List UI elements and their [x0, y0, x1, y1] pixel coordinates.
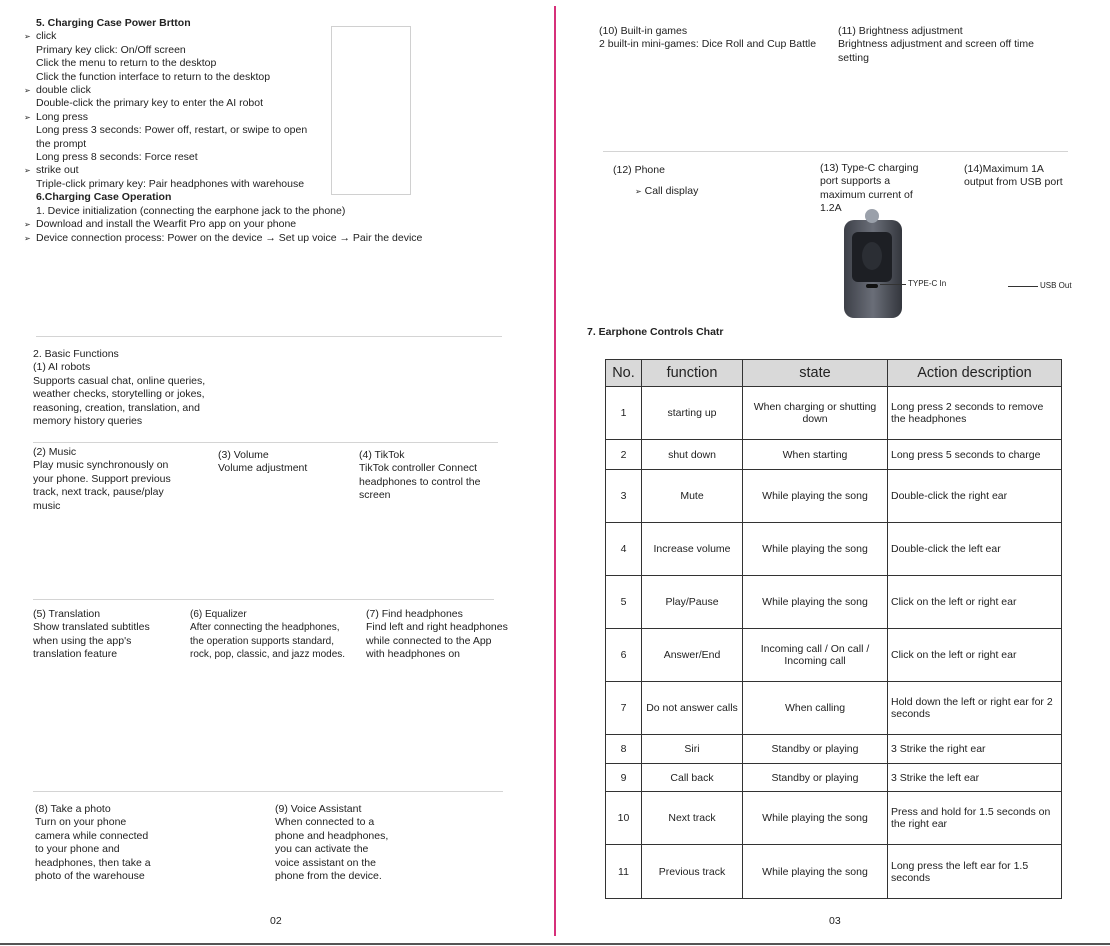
text-line: while connected to the App	[366, 634, 492, 647]
text-line: camera while connected	[35, 829, 149, 842]
translation-text	[33, 608, 150, 662]
text-line: (4) TikTok	[359, 449, 405, 461]
cell-state: Standby or playing	[743, 764, 888, 792]
page-number-right: 03	[829, 915, 841, 927]
cell-state: When charging or shutting down	[743, 387, 888, 440]
cell-no: 1	[606, 387, 642, 440]
text-line: phone and headphones,	[275, 829, 389, 842]
text-line: (8) Take a photo	[35, 803, 111, 815]
cell-action: Click on the left or right ear	[888, 576, 1062, 629]
cell-no: 11	[606, 845, 642, 899]
cell-no: 6	[606, 629, 642, 682]
cell-action: Hold down the left or right ear for 2 seconds	[888, 682, 1062, 735]
text-line: (3) Volume	[218, 449, 269, 461]
cell-function: Next track	[642, 792, 743, 845]
cell-function: Answer/End	[642, 629, 743, 682]
cell-action: 3 Strike the right ear	[888, 735, 1062, 764]
earbud	[865, 209, 879, 223]
text-line: rock, pop, classic, and jazz modes.	[190, 649, 346, 661]
cell-state: When starting	[743, 440, 888, 470]
section6-title: 6.Charging Case Operation	[36, 191, 172, 204]
text-line: (7) Find headphones	[366, 608, 463, 620]
divider	[36, 336, 502, 337]
text-line: Long press 3 seconds: Power off, restart, or swipe to open	[36, 124, 308, 137]
text-line: weather checks, storytelling or jokes,	[33, 388, 205, 401]
text-line: Volume adjustment	[218, 462, 308, 475]
text-line: headphones, then take a	[35, 856, 151, 869]
text-line: ➢ double click	[36, 84, 422, 97]
text-line: Play music synchronously on	[33, 459, 169, 472]
phone-block	[613, 163, 698, 198]
ai-robots-text	[33, 361, 205, 428]
text-line: (6) Equalizer	[190, 609, 247, 620]
text-line: (9) Voice Assistant	[275, 803, 362, 815]
take-photo-text	[35, 803, 151, 883]
usb-text	[964, 163, 1063, 190]
divider	[33, 599, 494, 600]
call-display-label: Call display	[644, 185, 699, 197]
text-line: maximum current of	[820, 188, 913, 201]
cell-no: 9	[606, 764, 642, 792]
divider	[603, 151, 1068, 152]
cell-action: Long press the left ear for 1.5 seconds	[888, 845, 1062, 899]
text-line: (1) AI robots	[33, 361, 91, 374]
usb-pointer	[1008, 286, 1038, 287]
text-line: TikTok controller Connect	[359, 462, 478, 475]
text-line: you can activate the	[275, 843, 369, 856]
text-line: ➢ Download and install the Wearfit Pro app on your phone	[36, 218, 422, 231]
earphone-controls-table	[605, 359, 1062, 899]
cell-function: Call back	[642, 764, 743, 792]
cell-function: Play/Pause	[642, 576, 743, 629]
text-line: (13) Type-C charging	[820, 162, 919, 174]
equalizer-text	[190, 608, 345, 662]
text-line: reasoning, creation, translation, and	[33, 401, 200, 414]
cell-no: 5	[606, 576, 642, 629]
table-row	[606, 735, 1062, 764]
table-row	[606, 523, 1062, 576]
text-line: your phone. Support previous	[33, 472, 171, 485]
text-line: the prompt	[36, 137, 87, 150]
section7-title: 7. Earphone Controls Chatr	[587, 326, 724, 338]
charging-case-image	[838, 206, 908, 322]
col-header-no: No.	[606, 360, 642, 387]
text-line: with headphones on	[366, 648, 460, 661]
cell-function: Increase volume	[642, 523, 743, 576]
text-line: memory history queries	[33, 415, 143, 428]
text-line: when using the app's	[33, 634, 132, 647]
cell-state: When calling	[743, 682, 888, 735]
text-line: (11) Brightness adjustment	[838, 25, 963, 37]
cell-state: While playing the song	[743, 576, 888, 629]
center-divider	[554, 6, 556, 936]
col-header-action: Action description	[888, 360, 1062, 387]
voice-assistant-text	[275, 803, 388, 883]
cell-no: 10	[606, 792, 642, 845]
cell-function: Mute	[642, 470, 743, 523]
text-line: phone from the device.	[275, 870, 382, 883]
cell-function: Siri	[642, 735, 743, 764]
cell-state: While playing the song	[743, 845, 888, 899]
phone-title: (12) Phone	[613, 164, 665, 176]
text-line: Primary key click: On/Off screen	[36, 43, 186, 56]
table-row	[606, 682, 1062, 735]
cell-action: Long press 5 seconds to charge	[888, 440, 1062, 470]
cell-action: Double-click the right ear	[888, 470, 1062, 523]
table-row	[606, 764, 1062, 792]
divider	[33, 442, 498, 443]
text-line: Supports casual chat, online queries,	[33, 374, 206, 387]
text-line: (14)Maximum 1A	[964, 163, 1044, 175]
table-row	[606, 470, 1062, 523]
cell-state: While playing the song	[743, 470, 888, 523]
text-line: Brightness adjustment and screen off time	[838, 38, 1034, 51]
cell-no: 7	[606, 682, 642, 735]
text-line: ➢ Long press	[36, 111, 422, 124]
bottom-rule	[0, 943, 1110, 945]
text-line: Triple-click primary key: Pair headphones with warehouse	[36, 177, 305, 190]
text-line: to your phone and	[35, 843, 120, 856]
phone-screen-image	[331, 26, 411, 195]
text-line: Click the function interface to return to the desktop	[36, 70, 271, 83]
table-row	[606, 440, 1062, 470]
cell-action: Long press 2 seconds to remove the headphones	[888, 387, 1062, 440]
text-line: ➢ strike out	[36, 164, 422, 177]
games-text	[599, 25, 816, 52]
cell-state: Incoming call / On call / Incoming call	[743, 629, 888, 682]
table-header-row	[606, 360, 1062, 387]
music-text	[33, 446, 171, 513]
text-line: ➢ Device connection process: Power on the device → Set up voice → Pair the device	[36, 232, 422, 245]
text-line: Long press 8 seconds: Force reset	[36, 151, 198, 164]
text-line: setting	[838, 51, 869, 64]
table-row	[606, 792, 1062, 845]
text-line: ➢ click	[36, 30, 422, 43]
text-line: headphones to control the	[359, 475, 481, 488]
table-row	[606, 387, 1062, 440]
case-cutout	[862, 242, 882, 270]
text-line: 1. Device initialization (connecting the earphone jack to the phone)	[36, 204, 346, 217]
cell-action: Double-click the left ear	[888, 523, 1062, 576]
section5-title: 5. Charging Case Power Brtton	[36, 17, 191, 29]
text-line: screen	[359, 489, 391, 502]
divider	[33, 791, 503, 792]
text-line: (2) Music	[33, 446, 77, 458]
volume-text	[218, 449, 307, 476]
text-line: Click the menu to return to the desktop	[36, 57, 217, 70]
text-line: the operation supports standard,	[190, 635, 334, 647]
text-line: (5) Translation	[33, 608, 101, 620]
text-line: port supports a	[820, 175, 891, 188]
text-line: photo of the warehouse	[35, 870, 145, 883]
tiktok-text	[359, 449, 480, 503]
cell-function: shut down	[642, 440, 743, 470]
text-line: Show translated subtitles	[33, 621, 150, 634]
typec-label: TYPE-C In	[908, 279, 947, 288]
cell-no: 8	[606, 735, 642, 764]
text-line: When connected to a	[275, 816, 375, 829]
cell-no: 3	[606, 470, 642, 523]
typec-port	[866, 284, 878, 288]
cell-function: Previous track	[642, 845, 743, 899]
table-row	[606, 845, 1062, 899]
basic-functions-title: 2. Basic Functions	[33, 348, 119, 360]
text-line: music	[33, 499, 61, 512]
table-row	[606, 629, 1062, 682]
section6-lines	[36, 205, 422, 245]
typec-pointer	[880, 284, 906, 285]
cell-state: While playing the song	[743, 792, 888, 845]
text-line: Double-click the primary key to enter the AI robot	[36, 97, 264, 110]
col-header-state: state	[743, 360, 888, 387]
text-line: Find left and right headphones	[366, 621, 508, 634]
text-line: track, next track, pause/play	[33, 486, 164, 499]
text-line: 2 built-in mini-games: Dice Roll and Cup Battle	[599, 38, 817, 51]
col-header-function: function	[642, 360, 743, 387]
text-line: After connecting the headphones,	[190, 622, 340, 634]
call-display-item: ➢ Call display	[635, 185, 699, 197]
cell-action: Click on the left or right ear	[888, 629, 1062, 682]
cell-function: Do not answer calls	[642, 682, 743, 735]
cell-state: Standby or playing	[743, 735, 888, 764]
cell-function: starting up	[642, 387, 743, 440]
cell-action: 3 Strike the left ear	[888, 764, 1062, 792]
basic-functions-block	[33, 348, 205, 428]
text-line: 1.2A	[820, 202, 842, 215]
text-line: output from USB port	[964, 176, 1063, 189]
table-row	[606, 576, 1062, 629]
find-headphones-text	[366, 608, 508, 662]
text-line: voice assistant on the	[275, 856, 376, 869]
cell-no: 2	[606, 440, 642, 470]
text-line: translation feature	[33, 648, 118, 661]
usb-label: USB Out	[1040, 281, 1072, 290]
cell-no: 4	[606, 523, 642, 576]
cell-state: While playing the song	[743, 523, 888, 576]
cell-action: Press and hold for 1.5 seconds on the right ear	[888, 792, 1062, 845]
page-number-left: 02	[270, 915, 282, 927]
text-line: Turn on your phone	[35, 816, 127, 829]
text-line: (10) Built-in games	[599, 25, 688, 37]
brightness-text	[838, 25, 1034, 65]
